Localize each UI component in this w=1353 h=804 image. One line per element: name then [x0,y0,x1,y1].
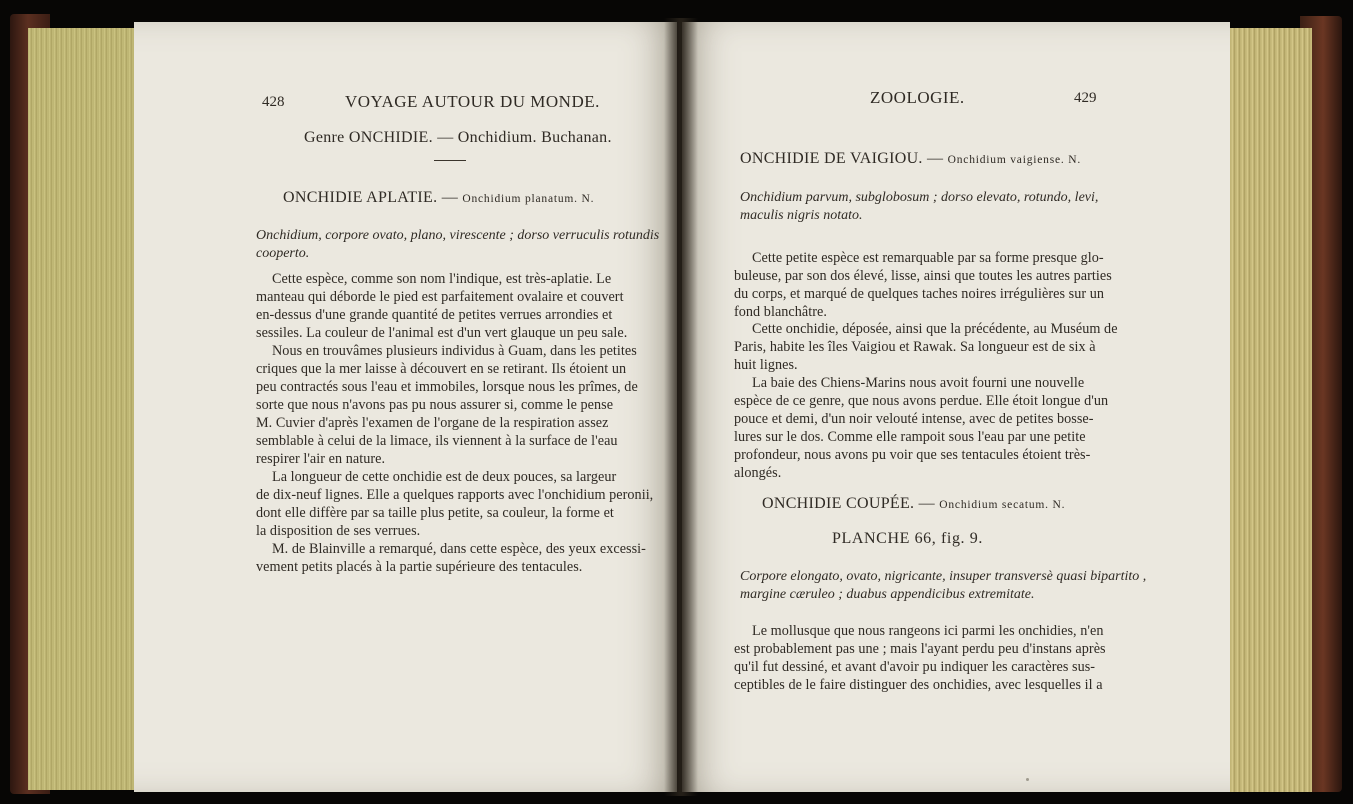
body-line: lures sur le dos. Comme elle rampoit sous l'eau par une petite [734,429,1086,445]
body-line: semblable à celui de la limace, ils viennent à la surface de l'eau [256,433,618,449]
body-line: dont elle diffère par sa taille plus petite, sa couleur, la forme et [256,505,614,521]
body-line: Cette petite espèce est remarquable par sa forme presque glo- [752,250,1104,266]
body-line: Cette onchidie, déposée, ainsi que la précédente, au Muséum de [752,321,1118,337]
diagnosis-line: margine cæruleo ; duabus appendicibus extremitate. [740,587,1035,602]
body-line: Nous en trouvâmes plusieurs individus à Guam, dans les petites [272,343,637,359]
body-line: du corps, et marqué de quelques taches noires irrégulières sur un [734,286,1105,302]
species-name: ONCHIDIE COUPÉE. — [762,495,935,512]
body-line: de dix-neuf lignes. Elle a quelques rapports avec l'onchidium peronii, [256,487,654,503]
body-line: la disposition de ses verrues. [256,523,421,539]
body-line: M. Cuvier d'après l'examen de l'organe de la respiration assez [256,415,609,431]
body-line: espèce de ce genre, que nous avons perdue. Elle étoit longue d'un [734,393,1109,409]
right-page-number: 429 [1074,90,1097,106]
body-line: huit lignes. [734,357,798,373]
body-line: sessiles. La couleur de l'animal est d'un vert glauque un peu sale. [256,325,628,341]
body-line: manteau qui déborde le pied est parfaitement ovalaire et couvert [256,289,624,305]
body-line: La longueur de cette onchidie est de deux pouces, sa largeur [272,469,617,485]
diagnosis-line: cooperto. [256,246,310,261]
genus-heading: Genre ONCHIDIE. — Onchidium. Buchanan. [304,129,612,146]
species-name: ONCHIDIE DE VAIGIOU. — [740,150,944,167]
body-line: est probablement pas une ; mais l'ayant perdu peu d'instans après [734,641,1106,657]
diagnosis-line: Corpore elongato, ovato, nigricante, insuper transversè quasi bipartito , [740,569,1147,584]
body-line: M. de Blainville a remarqué, dans cette espèce, des yeux excessi- [272,541,646,557]
diagnosis-line: Onchidium parvum, subglobosum ; dorso elevato, rotundo, levi, [740,190,1099,205]
body-line: pouce et demi, d'un noir velouté intense, avec de petites bosse- [734,411,1094,427]
body-line: vement petits placés à la partie supérieure des tentacules. [256,559,583,575]
body-line: profondeur, nous avons pu voir que ses tentacules étoient très- [734,447,1091,463]
species-heading-planatum [283,189,594,207]
body-line: fond blanchâtre. [734,304,827,320]
heading-rule [434,160,466,161]
body-line: en-dessus d'une grande quantité de petites verrues arrondies et [256,307,613,323]
left-page [134,22,677,792]
page-edges-right [1216,28,1312,792]
body-line: peu contractés sous l'eau et immobiles, lorsque nous les prîmes, de [256,379,638,395]
diagnosis-line: Onchidium, corpore ovato, plano, virescente ; dorso verruculis rotundis [256,228,660,243]
body-line: ceptibles de le faire distinguer des onchidies, avec lesquelles il a [734,677,1103,693]
species-heading-vaigiense [740,150,1081,168]
body-line: Le mollusque que nous rangeons ici parmi les onchidies, n'en [752,623,1104,639]
diagnosis-line: maculis nigris notato. [740,208,863,223]
species-latin: Onchidium secatum. N. [939,499,1066,511]
body-line: qu'il fut dessiné, et avant d'avoir pu indiquer les caractères sus- [734,659,1096,675]
book-gutter [664,18,698,796]
left-page-number: 428 [262,94,285,110]
page-edges-left [28,28,136,790]
species-heading-secatum [762,495,1065,513]
body-line: Paris, habite les îles Vaigiou et Rawak. Sa longueur est de six à [734,339,1096,355]
body-line: alongés. [734,465,782,481]
species-latin: Onchidium vaigiense. N. [947,154,1082,166]
body-line: La baie des Chiens-Marins nous avoit fourni une nouvelle [752,375,1085,391]
body-line: Cette espèce, comme son nom l'indique, est très-aplatie. Le [272,271,612,287]
body-line: buleuse, par son dos élevé, lisse, ainsi que toutes les autres parties [734,268,1112,284]
left-running-head: VOYAGE AUTOUR DU MONDE. [345,92,600,111]
right-running-head: ZOOLOGIE. [870,88,965,107]
species-latin: Onchidium planatum. N. [462,193,595,205]
body-line: sorte que nous n'avons pas pu nous assurer si, comme le pense [256,397,614,413]
body-line: respirer l'air en nature. [256,451,386,467]
page-speck [1026,778,1029,781]
plate-reference: PLANCHE 66, fig. 9. [832,530,983,547]
body-line: criques que la mer laisse à découvert en se retirant. Ils étoient un [256,361,627,377]
right-page [682,22,1230,792]
species-name: ONCHIDIE APLATIE. — [283,189,459,206]
